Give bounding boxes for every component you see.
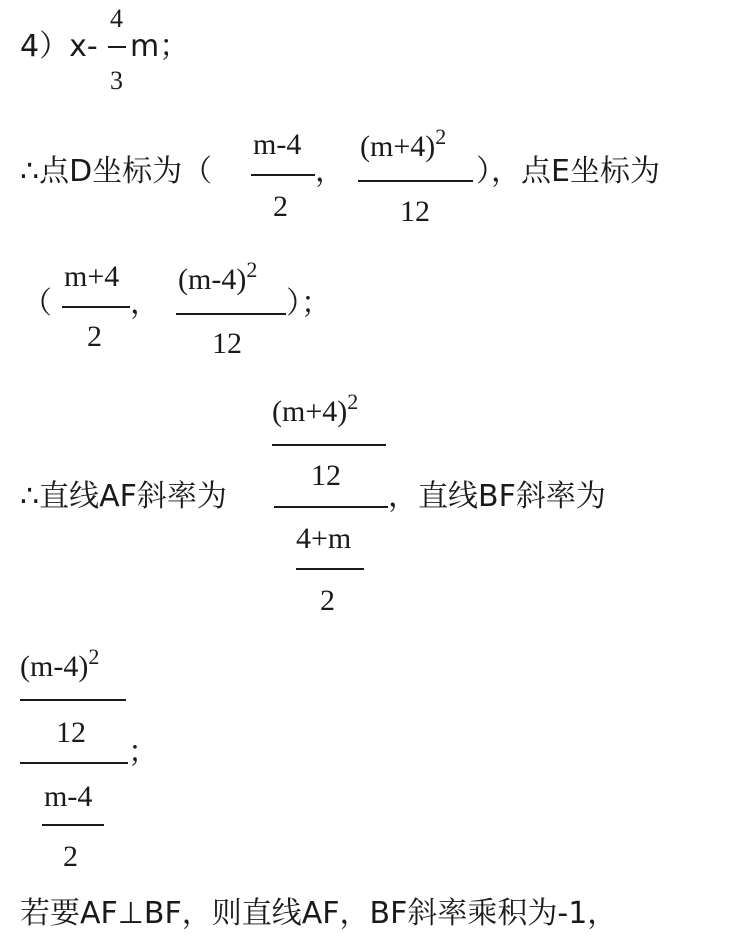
line4-lead: ∴直线AF斜率为: [20, 479, 227, 514]
line3-comma: ，: [130, 286, 160, 321]
bf-bottom-denominator: 2: [63, 840, 78, 873]
line5-tail: ；: [128, 735, 158, 770]
d-y-denominator: 12: [400, 195, 430, 228]
e-x-frac-bar: [62, 306, 130, 308]
af-top-frac-bar: [272, 444, 386, 446]
line2-lead: ∴点D坐标为（: [20, 154, 213, 189]
af-top-denominator: 12: [311, 459, 341, 492]
d-x-frac-bar: [251, 174, 315, 176]
bf-bottom-frac-bar: [42, 824, 104, 826]
d-y-frac-bar: [358, 180, 473, 182]
line1-suffix: m；: [130, 29, 190, 64]
e-y-frac-bar: [176, 313, 286, 315]
line4-tail: ，直线BF斜率为: [388, 479, 606, 514]
e-x-numerator: m+4: [64, 260, 120, 293]
af-bottom-numerator: 4+m: [296, 522, 352, 555]
af-main-frac-bar: [274, 506, 388, 508]
d-y-numerator: $(m+4)^2$: [360, 124, 447, 163]
af-bottom-denominator: 2: [320, 584, 335, 617]
line-6: 若要AF⊥BF，则直线AF，BF斜率乘积为-1，: [20, 896, 618, 931]
bf-top-frac-bar: [20, 699, 126, 701]
d-x-numerator: m-4: [253, 128, 302, 161]
line1-frac-denominator: 3: [110, 66, 123, 95]
bf-main-frac-bar: [20, 762, 128, 764]
line1-frac-bar: [108, 46, 126, 48]
e-x-denominator: 2: [87, 320, 102, 353]
line1-frac-numerator: 4: [110, 4, 123, 33]
line2-comma: ，: [315, 154, 345, 189]
e-y-numerator: $(m-4)^2$: [178, 257, 258, 296]
bf-top-numerator: $(m-4)^2$: [20, 644, 100, 683]
af-bottom-frac-bar: [296, 568, 364, 570]
d-x-denominator: 2: [273, 190, 288, 223]
bf-bottom-numerator: m-4: [44, 780, 93, 813]
line1-prefix: 4）x-: [20, 29, 98, 64]
line3-lead: （: [22, 286, 52, 321]
e-y-denominator: 12: [212, 327, 242, 360]
line2-tail: ），点E坐标为: [476, 154, 660, 189]
af-top-numerator: $(m+4)^2$: [272, 389, 359, 428]
bf-top-denominator: 12: [56, 716, 86, 749]
line3-tail: ）；: [286, 286, 331, 321]
